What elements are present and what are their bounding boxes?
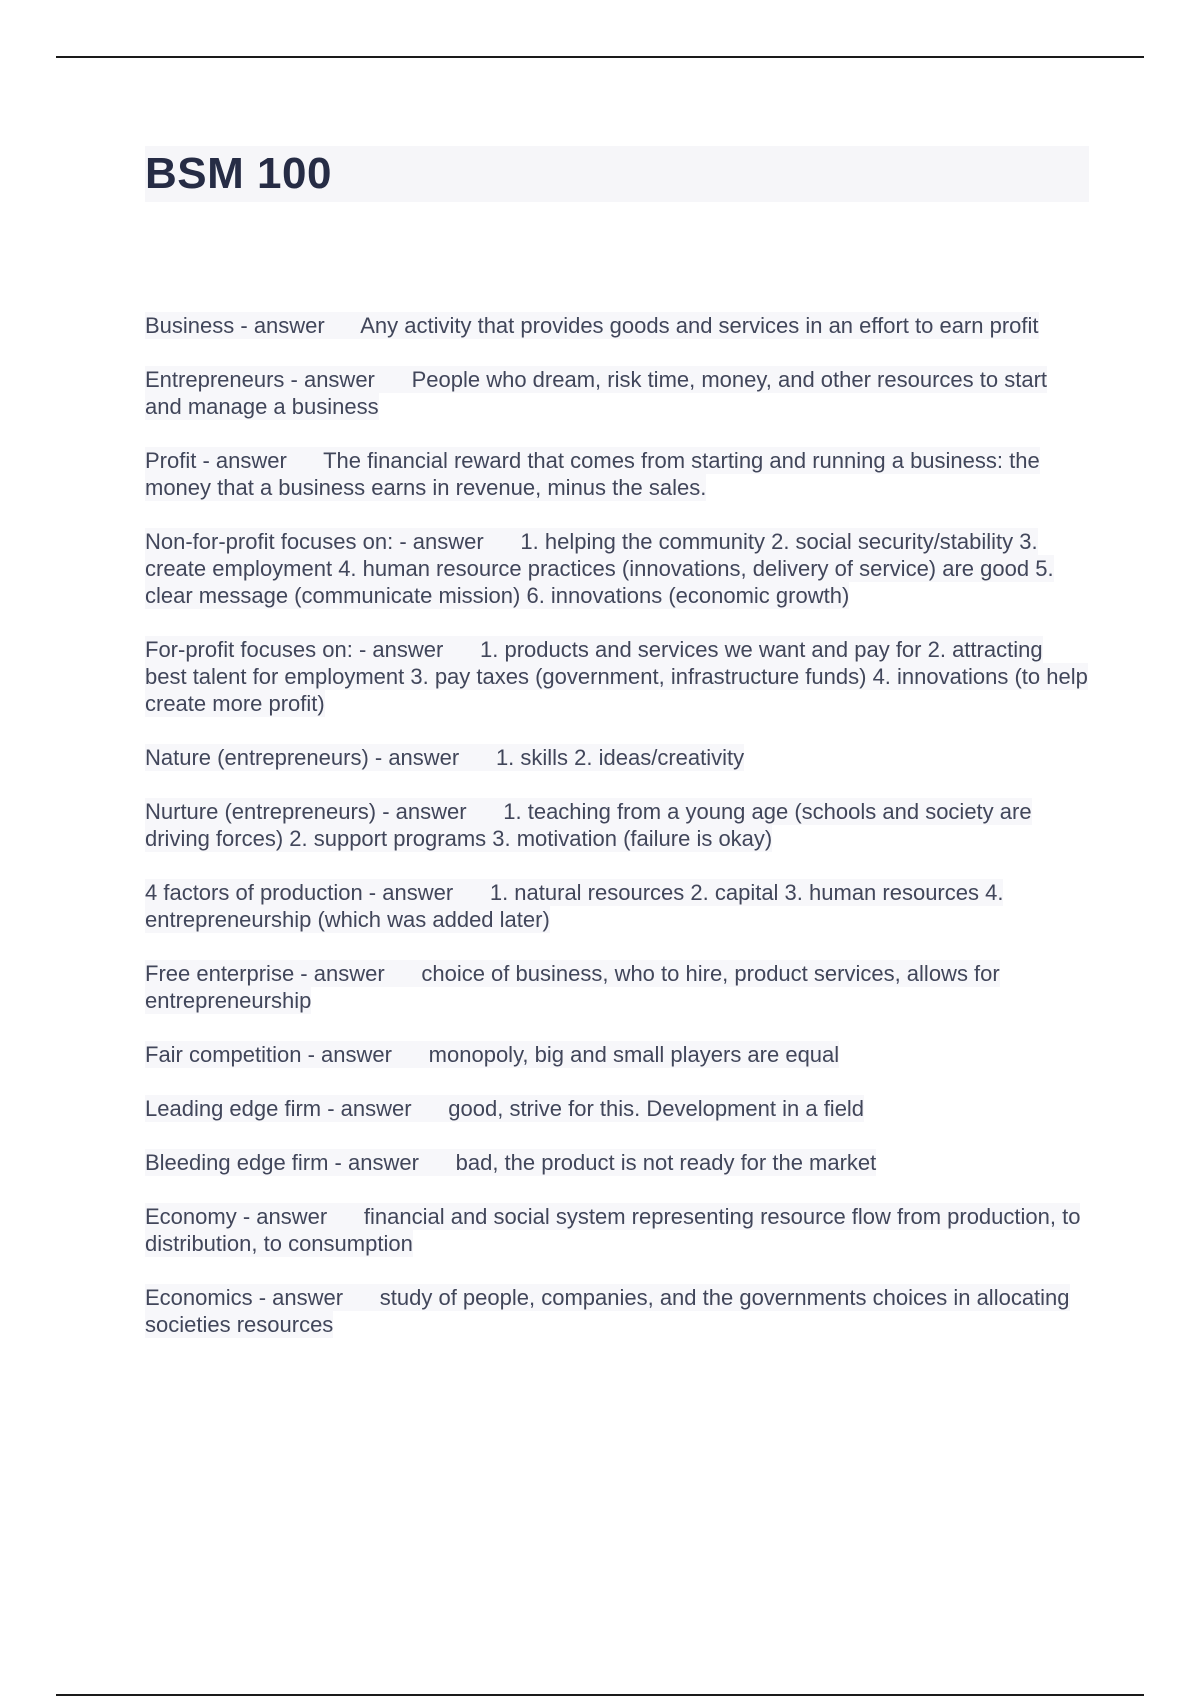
entry-term: Business - answer [145, 313, 325, 338]
flashcard-entry [145, 744, 1089, 771]
flashcard-entry [145, 636, 1089, 717]
entry-term: Free enterprise - answer [145, 961, 385, 986]
page-title: BSM 100 [145, 149, 332, 198]
entry-definition: choice of business, who to hire, product services, allows for entrepreneurship [145, 961, 1000, 1013]
entry-term: Nurture (entrepreneurs) - answer [145, 799, 467, 824]
entry-definition: 1. products and services we want and pay for 2. attracting best talent for employment 3. pay taxes (government, infrastructure funds) 4. innovations (to help create more profit) [145, 637, 1088, 716]
top-rule [56, 56, 1144, 58]
entry-definition: People who dream, risk time, money, and other resources to start and manage a business [145, 367, 1048, 419]
entry-term: Fair competition - answer [145, 1042, 392, 1067]
entry-term: Entrepreneurs - answer [145, 367, 375, 392]
entry-definition: 1. natural resources 2. capital 3. human resources 4. entrepreneurship (which was added later) [145, 880, 1004, 932]
entry-definition: bad, the product is not ready for the market [455, 1150, 877, 1175]
entry-term: Leading edge firm - answer [145, 1096, 412, 1121]
flashcard-entry [145, 1203, 1089, 1257]
flashcard-entry [145, 1095, 1089, 1122]
entry-definition: 1. helping the community 2. social security/stability 3. create employment 4. human resource practices (innovations, delivery of service) are good 5. clear message (communicate mission) 6. innovations (economic growth) [145, 529, 1054, 608]
entry-term: Economics - answer [145, 1285, 344, 1310]
flashcard-list [145, 312, 1089, 1365]
entry-definition: study of people, companies, and the governments choices in allocating societies resources [145, 1285, 1070, 1337]
entry-definition: 1. skills 2. ideas/creativity [495, 745, 745, 770]
entry-term: 4 factors of production - answer [145, 880, 454, 905]
flashcard-entry [145, 1041, 1089, 1068]
entry-definition: financial and social system representing resource flow from production, to distribution, to consumption [145, 1204, 1081, 1256]
flashcard-entry [145, 447, 1089, 501]
entry-term: Profit - answer [145, 448, 287, 473]
entry-definition: good, strive for this. Development in a field [448, 1096, 865, 1121]
entry-definition: The financial reward that comes from starting and running a business: the money that a business earns in revenue, minus the sales. [145, 448, 1040, 500]
flashcard-entry [145, 798, 1089, 852]
flashcard-entry [145, 960, 1089, 1014]
flashcard-entry [145, 1149, 1089, 1176]
entry-definition: Any activity that provides goods and services in an effort to earn profit [360, 313, 1039, 338]
flashcard-entry [145, 312, 1089, 339]
entry-term: Nature (entrepreneurs) - answer [145, 745, 460, 770]
entry-term: For-profit focuses on: - answer [145, 637, 444, 662]
entry-term: Economy - answer [145, 1204, 328, 1229]
bottom-rule [56, 1694, 1144, 1696]
flashcard-entry [145, 879, 1089, 933]
entry-definition: monopoly, big and small players are equal [428, 1042, 840, 1067]
flashcard-entry [145, 528, 1089, 609]
flashcard-entry [145, 1284, 1089, 1338]
entry-term: Non-for-profit focuses on: - answer [145, 529, 484, 554]
entry-term: Bleeding edge firm - answer [145, 1150, 419, 1175]
flashcard-entry [145, 366, 1089, 420]
entry-definition: 1. teaching from a young age (schools and society are driving forces) 2. support programs 3. motivation (failure is okay) [145, 799, 1032, 851]
